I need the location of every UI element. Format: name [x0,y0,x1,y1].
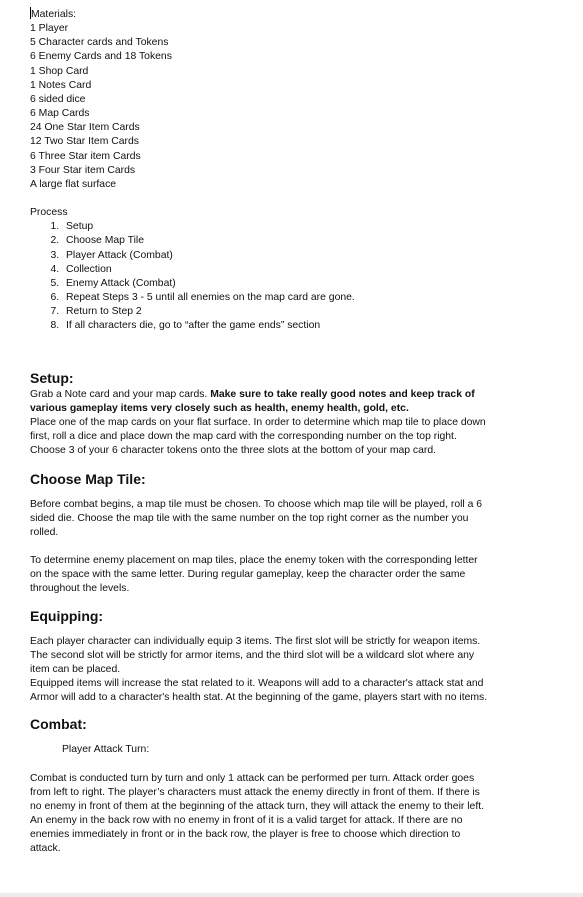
setup-paragraph-3: Choose 3 of your 6 character tokens onto the three slots at the bottom of your map card. [30,445,437,457]
materials-list [30,22,492,192]
choose-map-tile-paragraph-1: Before combat begins, a map tile must be chosen. To choose which map tile will be played, roll a 6 sided die. Choose the map tile with the same number on the top right corner as the number you rolled. [30,498,483,538]
materials-item: 6 Enemy Cards and 18 Tokens [30,51,172,63]
materials-item: 1 Notes Card [30,79,92,91]
materials-item: 6 Three Star item Cards [30,150,141,162]
document-content [30,7,492,857]
process-step: 6. Repeat Steps 3 - 5 until all enemies on the map card are gone. [62,291,492,305]
choose-map-tile-heading: Choose Map Tile: [30,470,146,487]
equipping-paragraph-2: Equipped items will increase the stat related to it. Weapons will add to a character's attack stat and Armor will add to a character's health stat. At the beginning of the game, players start with no items. [30,678,488,704]
process-step: 8. If all characters die, go to “after the game ends” section [62,319,492,333]
materials-item: A large flat surface [30,178,117,190]
player-attack-turn-subheading: Player Attack Turn: [62,744,150,756]
materials-item: 6 Map Cards [30,108,90,120]
combat-paragraph-1: Combat is conducted turn by turn and only 1 attack can be performed per turn. Attack order goes from left to right. The player’s characters must attack the enemy directly in front of them. If there is no enemy in front of them at the beginning of the attack turn, they will attack the enemy to their left. An enemy in the back row with no enemy in front of it is a valid target for attack. If there are no enemies immediately in front or in the back row, the player is free to choose which direction to attack. [30,772,484,855]
materials-item: 1 Player [30,23,69,35]
setup-heading: Setup: [30,369,74,386]
spacer [30,705,492,714]
spacer [30,758,492,772]
spacer [30,734,492,743]
materials-heading-text: Materials: [31,9,77,20]
setup-paragraph-1 [30,388,492,416]
process-step: 1. Setup [62,220,492,234]
spacer [30,540,492,554]
process-step: 4. Collection [62,263,492,277]
spacer [30,489,492,498]
spacer [30,192,492,206]
setup-paragraph-2: Place one of the map cards on your flat surface. In order to determine which map tile to place down first, roll a dice and place down the map card with the corresponding number on the top right. [30,417,486,443]
materials-item: 3 Four Star item Cards [30,164,136,176]
process-step: 5. Enemy Attack (Combat) [62,277,492,291]
process-heading: Process [30,207,68,219]
spacer [30,626,492,635]
materials-heading[interactable] [30,7,492,22]
combat-heading: Combat: [30,716,87,733]
equipping-heading: Equipping: [30,607,104,624]
materials-item: 24 One Star Item Cards [30,122,140,134]
spacer [30,597,492,606]
spacer [30,334,492,348]
process-step: 3. Player Attack (Combat) [62,249,492,263]
materials-item: 5 Character cards and Tokens [30,37,169,49]
setup-paragraph-1-start: Grab a Note card and your map cards. [30,388,211,400]
process-steps-list [30,220,492,333]
spacer [30,459,492,469]
choose-map-tile-paragraph-2: To determine enemy placement on map tiles, place the enemy token with the corresponding letter on the space with the same letter. During regular gameplay, keep the character order the same throughout the levels. [30,555,478,595]
setup-paragraph-1-bold: Make sure to take really good notes and keep track of various gameplay items very closely such as health, enemy health, gold, etc. [30,388,475,414]
materials-item: 6 sided dice [30,93,86,105]
process-step: 7. Return to Step 2 [62,305,492,319]
materials-item: 12 Two Star Item Cards [30,136,139,148]
process-step: 2. Choose Map Tile [62,234,492,248]
equipping-paragraph-1: Each player character can individually equip 3 items. The first slot will be strictly for weapon items. The second slot will be strictly for armor items, and the third slot will be a wildcard slot where any item can be placed. [30,635,481,675]
page-bottom-bar [0,893,583,897]
spacer [30,348,492,368]
materials-item: 1 Shop Card [30,65,89,77]
